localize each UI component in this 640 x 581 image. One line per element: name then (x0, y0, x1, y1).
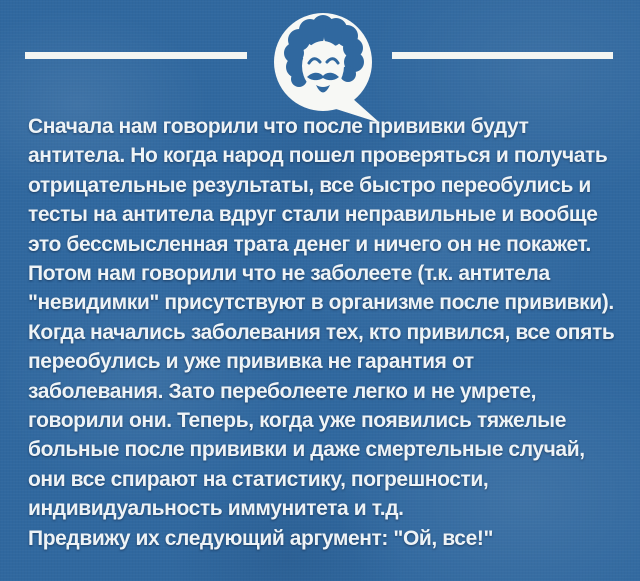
einstein-face (302, 41, 344, 91)
divider-line-left (25, 52, 247, 59)
quote-line: заболевания. Зато переболеете легко и не умрете, (28, 379, 537, 403)
quote-line: индивидуальность иммунитета и т.д. (28, 497, 404, 521)
quote-line: это бессмысленная трата денег и ничего он не покажет. (28, 232, 591, 256)
quote-line: Когда начались заболевания тех, кто привился, все опять (28, 320, 615, 344)
einstein-speech-bubble-icon (266, 10, 384, 124)
quote-line: Сначала нам говорили что после прививки будут (28, 115, 529, 138)
quote-line: Потом нам говорили что не заболеете (т.к. антитела (28, 262, 550, 286)
quote-line: больные после прививки и даже смертельные случай, (28, 438, 585, 462)
einstein-speech-bubble-svg (266, 10, 384, 124)
quote-line: отрицательные результаты, все быстро переобулись и (28, 173, 591, 197)
quote-text-block (28, 112, 634, 553)
quote-line: тесты на антитела вдруг стали неправильные и вообще (28, 203, 598, 227)
quote-line: говорили они. Теперь, когда уже появились тяжелые (28, 409, 566, 433)
quote-line: антитела. Но когда народ пошел проверяться и получать (28, 144, 608, 168)
quote-line: они все спирают на статистику, погрешности, (28, 467, 489, 491)
divider-line-right (392, 52, 613, 59)
quote-line: переобулись и уже прививка не гарантия от (28, 350, 474, 374)
quote-line: Предвижу их следующий аргумент: "Ой, все!" (28, 526, 494, 550)
quote-line: "невидимки" присутствуют в организме после прививки). (28, 291, 614, 315)
